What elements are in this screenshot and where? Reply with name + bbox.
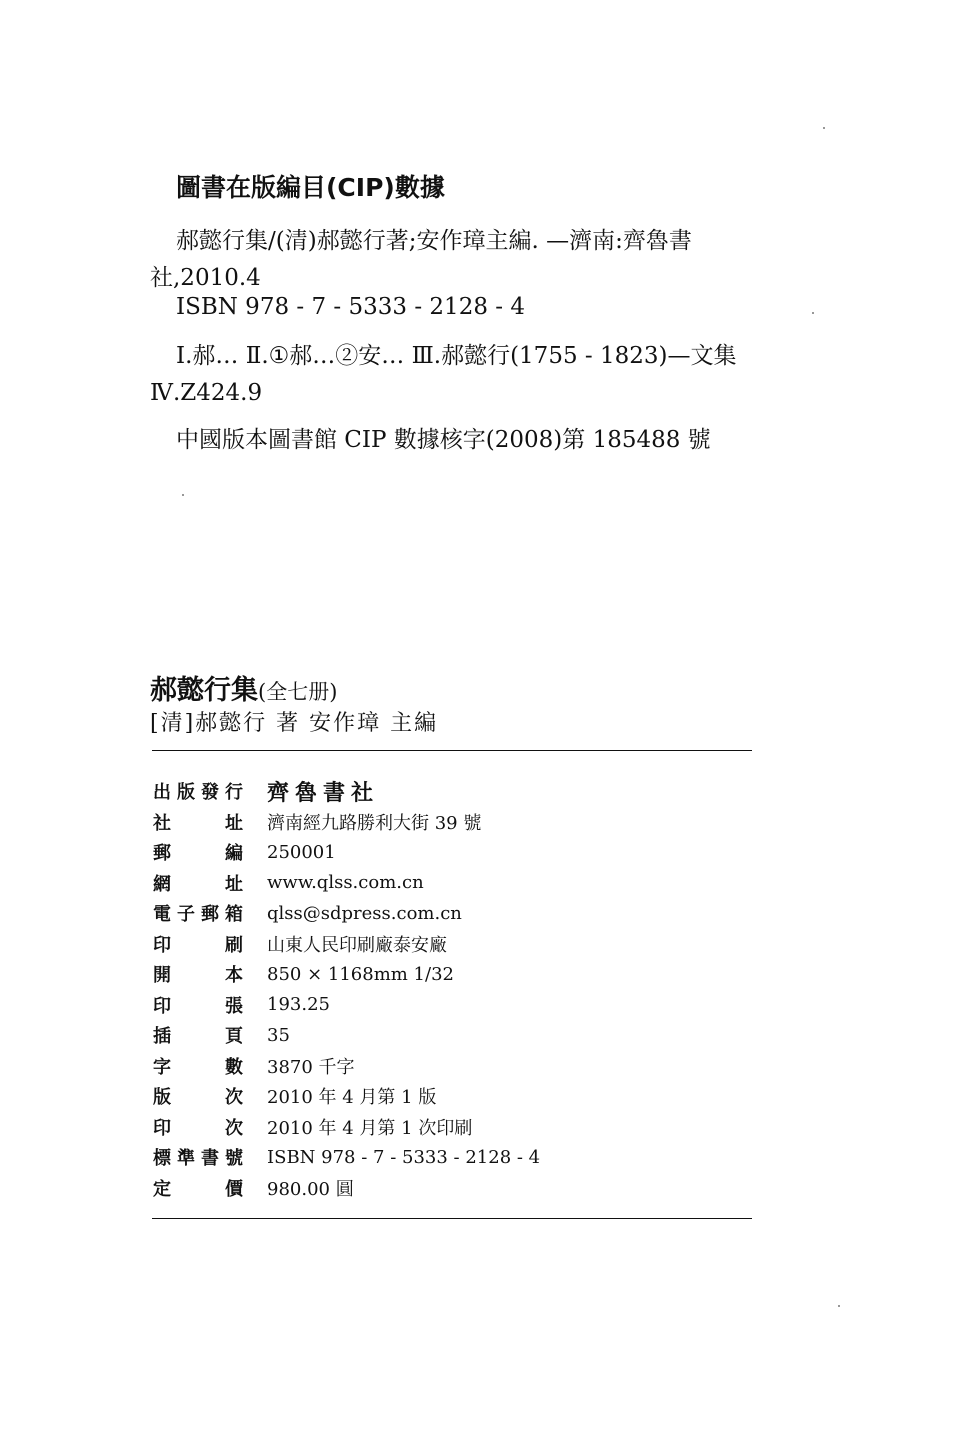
- colophon-label-char: 印: [153, 995, 171, 1017]
- colophon-label-char: 郵: [153, 843, 171, 865]
- colophon-label-char: 字: [153, 1056, 171, 1078]
- colophon-row: [153, 959, 753, 990]
- colophon-label-char: 編: [225, 843, 243, 865]
- colophon-label-char: 開: [153, 965, 171, 987]
- colophon-value: 齊魯書社: [267, 779, 380, 806]
- book-title: [150, 668, 337, 707]
- colophon-label: [153, 961, 243, 987]
- divider-top: [152, 750, 752, 751]
- scan-speck: [838, 1305, 840, 1307]
- divider-bottom: [152, 1218, 752, 1219]
- colophon-row: [153, 1112, 753, 1143]
- colophon-label: [153, 778, 243, 804]
- colophon-label-char: 郵: [201, 904, 219, 926]
- cip-classification: Ⅰ.郝… Ⅱ.①郝…②安… Ⅲ.郝懿行(1755 - 1823)—文集 Ⅳ.Z424.9: [150, 343, 737, 406]
- book-authors: [清]郝懿行 著 安作璋 主編: [150, 711, 439, 736]
- colophon-label: [153, 1144, 243, 1170]
- colophon-row: [153, 1020, 753, 1051]
- cip-entry: 郝懿行集/(清)郝懿行著;安作璋主編. —濟南:齊魯書社,2010.4: [150, 228, 692, 291]
- colophon-value: 濟南經九路勝利大街 39 號: [267, 812, 482, 834]
- cip-isbn: ISBN 978 - 7 - 5333 - 2128 - 4: [176, 294, 525, 320]
- book-volumes: (全七册): [258, 680, 338, 704]
- colophon-row: [153, 1081, 753, 1112]
- colophon-value: 山東人民印刷廠泰安廠: [267, 934, 447, 956]
- colophon-row: [153, 776, 753, 807]
- colophon-value: 2010 年 4 月第 1 版: [267, 1087, 437, 1109]
- colophon-label-char: 張: [225, 995, 243, 1017]
- colophon-label-char: 網: [153, 873, 171, 895]
- colophon-label-char: 印: [153, 1117, 171, 1139]
- book-title-text: 郝懿行集: [150, 675, 258, 706]
- scan-speck: [182, 494, 184, 496]
- colophon-label-char: 定: [153, 1178, 171, 1200]
- colophon-label: [153, 809, 243, 835]
- colophon-table: [153, 776, 753, 1203]
- colophon-label-char: 號: [225, 1148, 243, 1170]
- colophon-label: [153, 931, 243, 957]
- colophon-label-char: 數: [225, 1056, 243, 1078]
- colophon-value: 850 × 1168mm 1/32: [267, 963, 454, 985]
- colophon-label: [153, 870, 243, 896]
- colophon-label: [153, 839, 243, 865]
- colophon-label-char: 書: [201, 1148, 219, 1170]
- cip-number: 中國版本圖書館 CIP 數據核字(2008)第 185488 號: [176, 427, 711, 453]
- colophon-label-char: 本: [225, 965, 243, 987]
- colophon-value: 193.25: [267, 994, 330, 1016]
- colophon-label-char: 版: [153, 1087, 171, 1109]
- colophon-row: [153, 1173, 753, 1204]
- colophon-label: [153, 1114, 243, 1140]
- colophon-row: [153, 807, 753, 838]
- colophon-value: 35: [267, 1024, 290, 1046]
- colophon-label-char: 印: [153, 934, 171, 956]
- colophon-label-char: 插: [153, 1026, 171, 1048]
- colophon-label-char: 次: [225, 1117, 243, 1139]
- colophon-value: 250001: [267, 841, 336, 863]
- colophon-row: [153, 837, 753, 868]
- colophon-label-char: 箱: [225, 904, 243, 926]
- colophon-label-char: 準: [177, 1148, 195, 1170]
- colophon-label-char: 出: [153, 782, 171, 804]
- colophon-label-char: 行: [225, 782, 243, 804]
- scan-speck: [823, 127, 825, 129]
- colophon-row: [153, 898, 753, 929]
- colophon-label-char: 址: [225, 873, 243, 895]
- cip-heading: 圖書在版編目(CIP)數據: [176, 173, 445, 202]
- colophon-value: 980.00 圓: [267, 1178, 354, 1200]
- colophon-label: [153, 992, 243, 1018]
- colophon-label: [153, 1083, 243, 1109]
- colophon-row: [153, 1051, 753, 1082]
- scan-speck: [812, 312, 814, 314]
- colophon-label: [153, 1175, 243, 1201]
- colophon-label-char: 社: [153, 812, 171, 834]
- colophon-label-char: 址: [225, 812, 243, 834]
- colophon-label-char: 版: [177, 782, 195, 804]
- colophon-row: [153, 1142, 753, 1173]
- colophon-label-char: 子: [177, 904, 195, 926]
- colophon-value: ISBN 978 - 7 - 5333 - 2128 - 4: [267, 1146, 541, 1168]
- colophon-label-char: 標: [153, 1148, 171, 1170]
- colophon-label-char: 頁: [225, 1026, 243, 1048]
- colophon-row: [153, 868, 753, 899]
- colophon-value: 3870 千字: [267, 1056, 355, 1078]
- colophon-label: [153, 1022, 243, 1048]
- colophon-value: qlss@sdpress.com.cn: [267, 902, 462, 924]
- colophon-label-char: 價: [225, 1178, 243, 1200]
- colophon-label-char: 電: [153, 904, 171, 926]
- colophon-value: 2010 年 4 月第 1 次印刷: [267, 1117, 473, 1139]
- colophon-label-char: 刷: [225, 934, 243, 956]
- colophon-value: www.qlss.com.cn: [267, 872, 424, 894]
- colophon-label: [153, 900, 243, 926]
- colophon-label: [153, 1053, 243, 1079]
- colophon-row: [153, 929, 753, 960]
- colophon-row: [153, 990, 753, 1021]
- colophon-label-char: 次: [225, 1087, 243, 1109]
- colophon-label-char: 發: [201, 782, 219, 804]
